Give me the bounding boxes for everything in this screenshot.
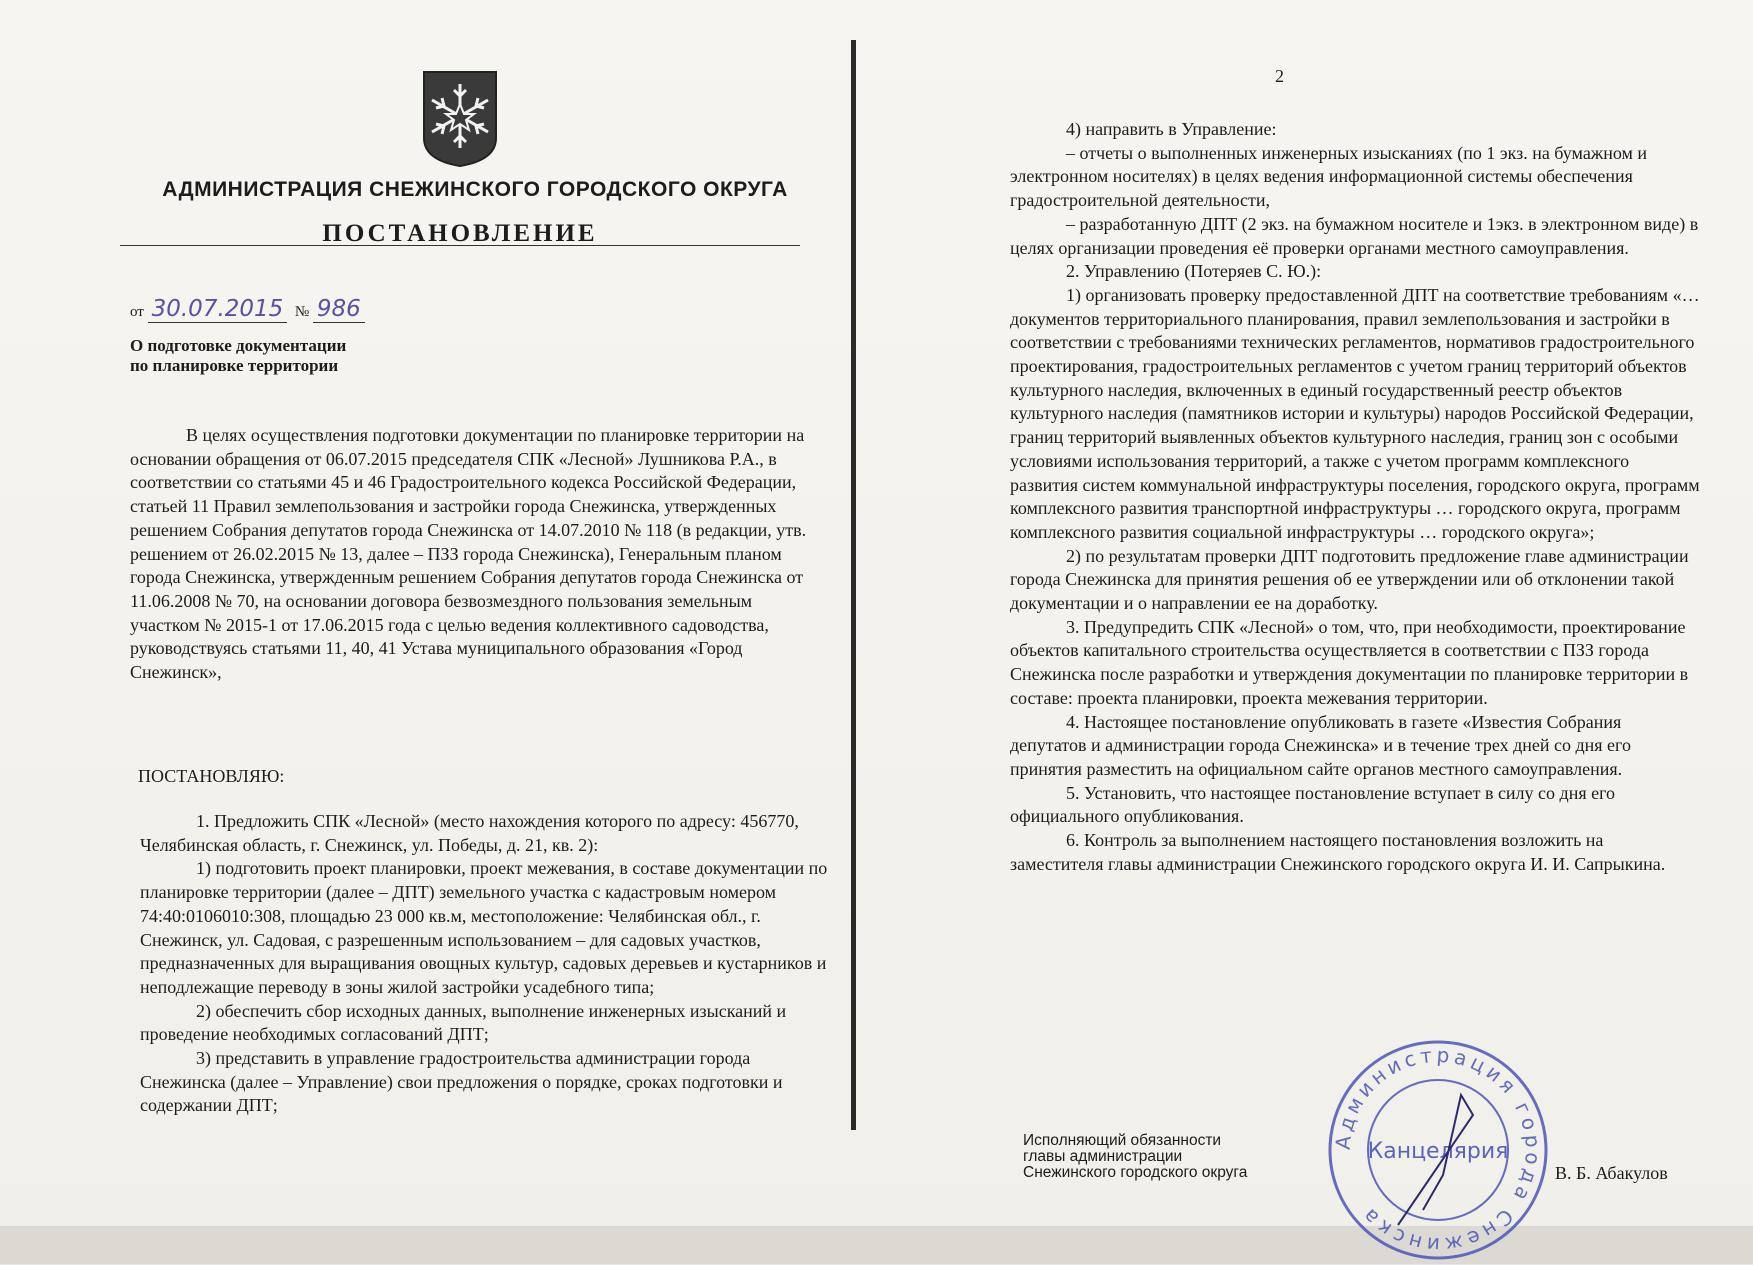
decree-word: ПОСТАНОВЛЯЮ: [138, 766, 285, 786]
document-type-title: ПОСТАНОВЛЕНИЕ [322, 220, 598, 247]
snezhinsk-emblem-icon [420, 68, 500, 168]
signatory-line-3: Снежинского городского округа [1023, 1164, 1248, 1181]
signatory-line-1: Исполняющий обязанности [1023, 1132, 1222, 1149]
item-6: 6. Контроль за выполнением настоящего постановления возложить на заместителя главы администрации Снежинского городского округа И. И. Сапрыкина. [1010, 830, 1666, 874]
signatory-title [1023, 1133, 1247, 1181]
preamble-paragraph: В целях осуществления подготовки документации по планировке территории на основании обращения от 06.07.2015 председателя СПК «Лесной» Лушникова Р.А., в соответствии со статьями 45 и 46 Градостроительного кодекса Российской Федерации, статьей 11 Правил землепользования и застройки города Снежинска, утвержденных решением Собрания депутатов города Снежинска от 14.07.2010 № 118 (в редакции, утв. решением от 26.02.2015 № 13, далее – ПЗЗ города Снежинска), Генеральным планом города Снежинска, утвержденным решением Собрания депутатов города Снежинска от 11.06.2008 № 70, на основании договора безвозмездного пользования земельным участком № 2015-1 от 17.06.2015 года с целью ведения коллективного садоводства, руководствуясь статьями 11, 40, 41 Устава муниципального образования «Город Снежинск», [130, 425, 807, 683]
item-3: 3. Предупредить СПК «Лесной» о том, что, при необходимости, проектирование объектов капитального строительства осуществляется в соответствии с ПЗЗ города Снежинска после разработки и утверждения документации по планировке территории в составе: проекта планировки, проекта межевания территории. [1010, 616, 1689, 708]
title-divider [120, 245, 800, 246]
subject-line-2: по планировке территории [130, 356, 339, 375]
handwritten-date: 30.07.2015 [148, 296, 288, 323]
page-fold-line [851, 40, 856, 1130]
item-2-2: 2) по результатам проверки ДПТ подготовить предложение главе администрации города Снежинска для принятия решения об ее утверждении или об отклонении такой документации и о направлении ее на доработку. [1010, 545, 1689, 614]
handwritten-number: 986 [313, 296, 365, 323]
stamp-ring-text: Администрация города Снежинска [1330, 1042, 1546, 1258]
stamp-center-text: Канцелярия [1367, 1139, 1509, 1164]
item-2: 2. Управлению (Потеряев С. Ю.): [1066, 261, 1322, 282]
item-1-4-b: – разработанную ДПТ (2 экз. на бумажном носителе и 1экз. в электронном виде) в целях организации проведения её проверки органами местного самоуправления. [1010, 213, 1699, 258]
organization-title: АДМИНИСТРАЦИЯ СНЕЖИНСКОГО ГОРОДСКОГО ОКРУГА [162, 178, 788, 201]
left-items [140, 810, 830, 1118]
item-1-1: 1) подготовить проект планировки, проект межевания, в составе документации по планировке территории (далее – ДПТ) земельного участка с кадастровым номером 74:40:0106010:308, площадью 23 000 кв.м, местоположение: Челябинская обл., г. Снежинск, ул. Садовая, с разрешенным использованием – для садовых участков, предназначенных для выращивания овощных культур, садовых деревьев и кустарников и неподлежащие переводу в зоны жилой застройки усадебного типа; [140, 858, 828, 997]
item-1-3: 3) представить в управление градостроительства администрации города Снежинска (далее – Управление) свои предложения о порядке, сроках подготовки и содержании ДПТ; [140, 1048, 783, 1116]
document-subject [130, 336, 346, 376]
item-1: 1. Предложить СПК «Лесной» (место нахождения которого по адресу: 456770, Челябинская область, г. Снежинск, ул. Победы, д. 21, кв. 2): [140, 811, 799, 855]
date-prefix: от [130, 304, 144, 320]
item-1-2: 2) обеспечить сбор исходных данных, выполнение инженерных изысканий и проведение необходимых согласований ДПТ; [140, 1000, 787, 1045]
item-1-4: 4) направить в Управление: [1066, 119, 1277, 139]
official-stamp-icon [1323, 1035, 1553, 1265]
document-date-number [130, 296, 365, 323]
signatory-line-2: главы администрации [1023, 1148, 1183, 1165]
page-number: 2 [1275, 66, 1284, 86]
item-2-1: 1) организовать проверку предоставленной ДПТ на соответствие требованиям «… документов территориального планирования, правил землепользования и застройки в соответствии с требованиями технических регламентов, нормативов градостроительного проектирования, градостроительных регламентов с учетом границ территорий объектов культурного наследия, включенных в единый государственный реестр объектов культурного наследия (памятников истории и культуры) народов Российской Федерации, границ территорий выявленных объектов культурного наследия, границ зон с особыми условиями использования территорий, а также с учетом программ комплексного развития систем коммунальной инфраструктуры поселения, городского округа, программ комплексного развития транспортной инфраструктуры … городского округа, программ комплексного развития социальной инфраструктуры … городского округа»; [1010, 284, 1700, 542]
item-1-4-a: – отчеты о выполненных инженерных изысканиях (по 1 экз. на бумажном и электронном носителях) в целях ведения информационной системы обеспечения градостроительной деятельности, [1010, 142, 1648, 211]
number-prefix: № [294, 304, 310, 320]
subject-line-1: О подготовке документации [130, 336, 347, 355]
item-4: 4. Настоящее постановление опубликовать в газете «Известия Собрания депутатов и администрации города Снежинска» и в течение трех дней со дня его принятия разместить на официальном сайте органов местного самоуправления. [1010, 711, 1631, 779]
signatory-name: В. Б. Абакулов [1555, 1163, 1668, 1183]
item-5: 5. Установить, что настоящее постановление вступает в силу со дня его официального опубликования. [1010, 782, 1616, 827]
right-items [1010, 118, 1700, 877]
